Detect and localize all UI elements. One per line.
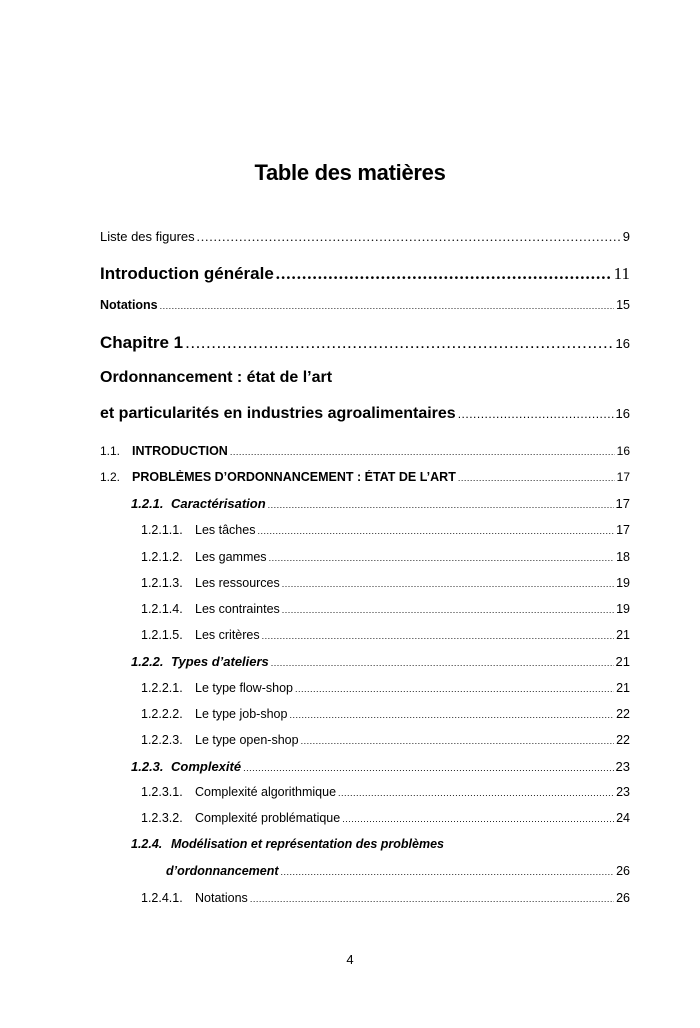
toc-entry-label: Le type open-shop — [195, 733, 299, 747]
toc-entry-label: Les tâches — [195, 523, 256, 537]
toc-entry-label: d’ordonnancement — [166, 864, 279, 878]
toc-entry-page: 26 — [616, 864, 630, 878]
toc-entry-page: 23 — [616, 785, 630, 799]
dot-leader — [268, 500, 614, 510]
dot-leader — [262, 631, 614, 641]
toc-entry-chapter-1[interactable] — [100, 333, 630, 353]
dot-leader — [160, 301, 614, 311]
dot-leader — [301, 736, 615, 746]
toc-entry-page: 17 — [616, 523, 630, 537]
dot-leader — [185, 333, 613, 353]
toc-entry-introduction[interactable] — [100, 264, 630, 284]
toc-entry-page: 21 — [616, 628, 630, 642]
toc-entry-page: 16 — [615, 406, 630, 421]
dot-leader — [458, 407, 614, 421]
toc-entry-label: Les critères — [195, 628, 260, 642]
toc-entry-number: 1.2.1.2. — [141, 550, 183, 564]
toc-entry-label: Liste des figures — [100, 229, 195, 244]
toc-entry-1-2-2-1[interactable] — [141, 681, 630, 695]
toc-entry-number: 1.2.3.1. — [141, 785, 183, 799]
toc-entry-label: Le type job-shop — [195, 707, 288, 721]
toc-entry-number: 1.2.3.2. — [141, 811, 183, 825]
toc-entry-label: Complexité algorithmique — [195, 785, 337, 799]
toc-entry-label: Complexité — [171, 759, 242, 774]
dot-leader — [250, 894, 614, 904]
toc-entry-page: 22 — [616, 707, 630, 721]
toc-entry-number: 1.2.1.1. — [141, 523, 183, 537]
toc-entry-label: Caractérisation — [171, 496, 266, 511]
dot-leader — [282, 579, 614, 589]
toc-entry-number: 1.2.2.3. — [141, 733, 183, 747]
dot-leader — [338, 788, 614, 798]
dot-leader — [269, 553, 615, 563]
toc-entry-label: Les gammes — [195, 550, 267, 564]
toc-entry-page: 21 — [615, 654, 630, 669]
toc-entry-page: 16 — [615, 336, 630, 351]
toc-entry-page: 11 — [613, 264, 630, 283]
toc-entry-label: Modélisation et représentation des problèmes — [171, 837, 444, 851]
toc-entry-label: Le type flow-shop — [195, 681, 293, 695]
toc-entry-1-2-1-2[interactable] — [141, 550, 630, 564]
toc-entry-label: Chapitre 1 — [100, 333, 184, 352]
dot-leader — [458, 473, 615, 483]
dot-leader — [342, 814, 614, 824]
dot-leader — [197, 229, 621, 245]
toc-entry-figures[interactable] — [100, 229, 630, 245]
toc-entry-label: Complexité problématique — [195, 811, 341, 825]
toc-entry-1-2-4[interactable] — [166, 864, 630, 878]
toc-entry-page: 17 — [616, 470, 630, 484]
toc-entry-1-1[interactable] — [100, 444, 630, 458]
dot-leader — [271, 658, 614, 668]
page-title: Table des matières — [254, 160, 446, 185]
toc-entry-page: 9 — [622, 229, 630, 244]
toc-entry-1-2-2-3[interactable] — [141, 733, 630, 747]
toc-entry-number: 1.2.1.4. — [141, 602, 183, 616]
toc-entry-number: 1.2. — [100, 470, 121, 484]
toc-entry-number: 1.2.2.1. — [141, 681, 183, 695]
toc-entry-page: 16 — [616, 444, 630, 458]
toc-entry-1-2-4-1[interactable] — [141, 891, 630, 905]
toc-entry-1-2-1-4[interactable] — [141, 602, 630, 616]
toc-entry-label: Types d’ateliers — [171, 654, 269, 669]
toc-entry-page: 22 — [616, 733, 630, 747]
toc-entry-label: Les ressources — [195, 576, 280, 590]
toc-entry-number: 1.2.4.1. — [141, 891, 183, 905]
toc-entry-page: 24 — [616, 811, 630, 825]
toc-entry-1-2-1-3[interactable] — [141, 576, 630, 590]
dot-leader — [276, 264, 612, 284]
dot-leader — [282, 605, 614, 615]
toc-entry-number: 1.2.1. — [131, 496, 164, 511]
toc-entry-page: 19 — [616, 576, 630, 590]
dot-leader — [257, 526, 614, 536]
toc-entry-chapter-title[interactable] — [100, 405, 630, 423]
dot-leader — [243, 763, 613, 773]
chapter-title-line-1: Ordonnancement : état de l’art — [100, 369, 333, 386]
toc-entry-number: 1.2.1.3. — [141, 576, 183, 590]
toc-entry-label: Notations — [195, 891, 248, 905]
toc-entry-1-2[interactable] — [100, 470, 630, 484]
toc-entry-page: 21 — [616, 681, 630, 695]
toc-entry-page: 26 — [616, 891, 630, 905]
toc-entry-notations[interactable] — [100, 298, 630, 312]
toc-entry-number: 1.2.3. — [131, 759, 164, 774]
toc-entry-page: 15 — [616, 298, 630, 312]
dot-leader — [281, 867, 615, 877]
toc-entry-1-2-3[interactable] — [131, 759, 630, 774]
dot-leader — [295, 684, 614, 694]
dot-leader — [289, 710, 614, 720]
toc-entry-page: 18 — [616, 550, 630, 564]
toc-entry-number: 1.2.4. — [131, 837, 163, 851]
toc-entry-1-2-1-1[interactable] — [141, 523, 630, 537]
toc-entry-number: 1.1. — [100, 444, 121, 458]
toc-entry-page: 23 — [615, 759, 630, 774]
toc-entry-1-2-1-5[interactable] — [141, 628, 630, 642]
dot-leader — [230, 447, 615, 457]
toc-entry-number: 1.2.2.2. — [141, 707, 183, 721]
toc-entry-1-2-4-line-1[interactable] — [131, 837, 444, 851]
toc-entry-label: Introduction générale — [100, 264, 274, 283]
toc-entry-1-2-1[interactable] — [131, 496, 630, 511]
toc-entry-label: et particularités en industries agroalimentaires — [100, 405, 456, 422]
toc-entry-label: Notations — [100, 298, 158, 312]
toc-entry-page: 17 — [615, 496, 630, 511]
toc-entry-1-2-3-1[interactable] — [141, 785, 630, 799]
toc-entry-number: 1.2.1.5. — [141, 628, 183, 642]
page-number: 4 — [346, 952, 354, 967]
toc-entry-page: 19 — [616, 602, 630, 616]
toc-entry-1-2-3-2[interactable] — [141, 811, 630, 825]
toc-entry-number: 1.2.2. — [131, 654, 164, 669]
toc-entry-label: INTRODUCTION — [132, 444, 228, 458]
toc-entry-1-2-2[interactable] — [131, 654, 630, 669]
toc-entry-1-2-2-2[interactable] — [141, 707, 630, 721]
toc-entry-label: Les contraintes — [195, 602, 280, 616]
toc-entry-label: PROBLÈMES D’ORDONNANCEMENT : ÉTAT DE L’ART — [132, 470, 456, 484]
